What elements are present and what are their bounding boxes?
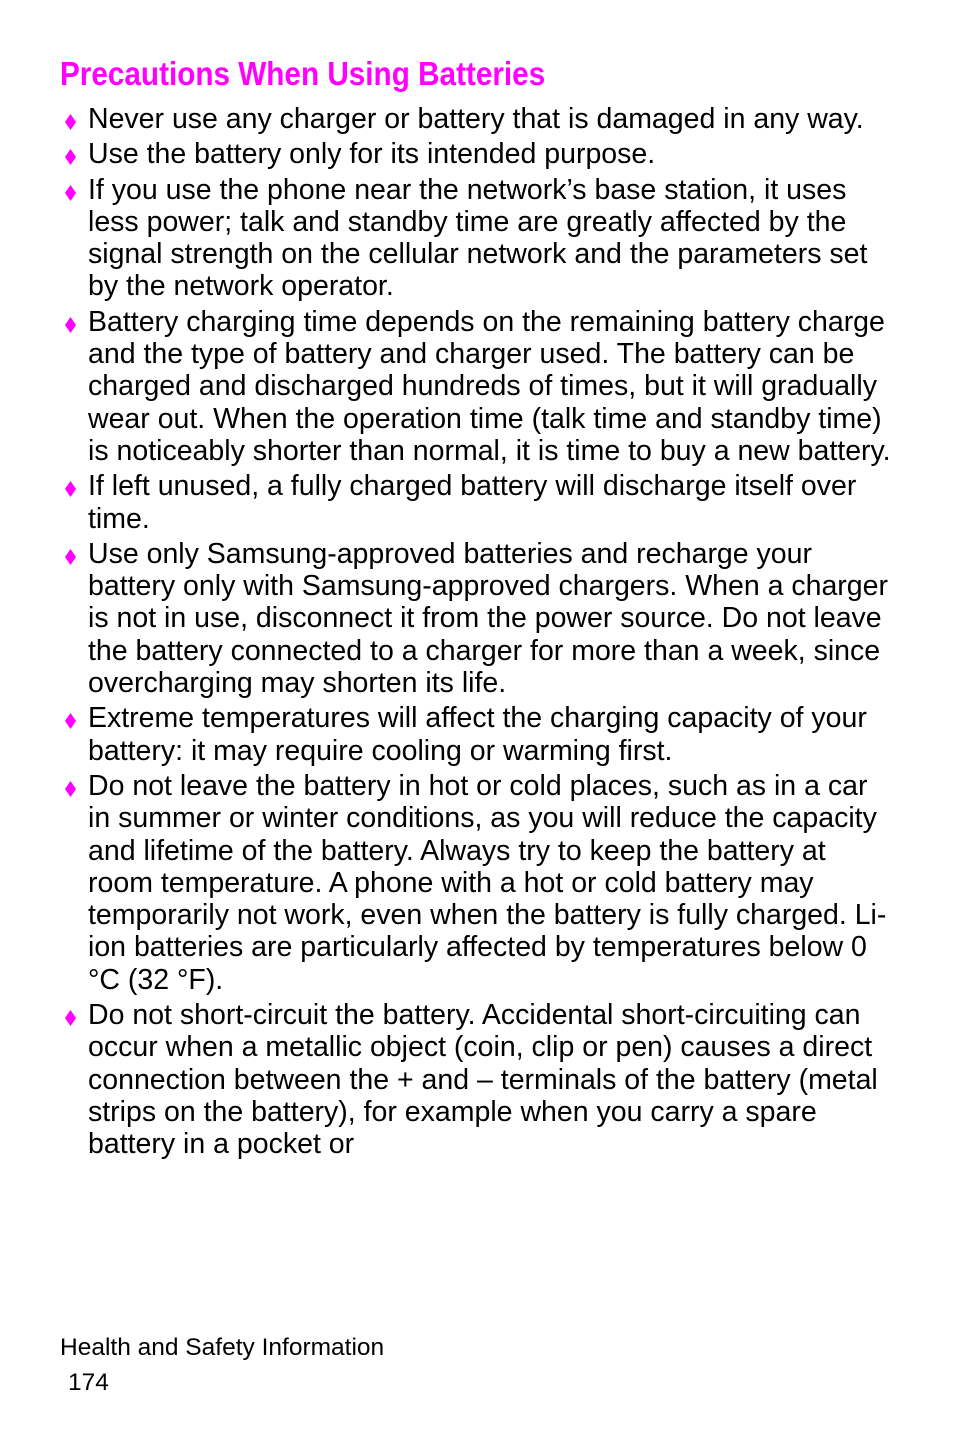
- list-item-text: If left unused, a fully charged battery will discharge itself over time.: [88, 470, 857, 535]
- list-item-text: Do not short-circuit the battery. Accidental short-circuiting can occur when a metallic object (coin, clip or pen) causes a direct connection between the + and – terminals of the battery (metal strips on the battery), for example when you carry a spare battery in a pocket or: [88, 999, 878, 1161]
- list-item: [62, 702, 892, 767]
- list-item: [62, 470, 892, 535]
- list-item-text: Use the battery only for its intended purpose.: [88, 138, 656, 171]
- list-item: [62, 999, 892, 1160]
- list-item: [62, 306, 892, 467]
- list-item-text: Extreme temperatures will affect the charging capacity of your battery: it may require cooling or warming first.: [88, 702, 867, 767]
- diamond-icon: [65, 149, 76, 165]
- list-item: [62, 103, 892, 135]
- diamond-icon: [65, 114, 76, 130]
- diamond-icon: [65, 1010, 76, 1026]
- list-item-text: Do not leave the battery in hot or cold places, such as in a car in summer or winter conditions, as you will reduce the capacity and lifetime of the battery. Always try to keep the battery at room temperature. A phone with a hot or cold battery may temporarily not work, even when the battery is fully charged. Li-ion batteries are particularly affected by temperatures below 0 °C (32 °F).: [88, 769, 887, 996]
- diamond-icon: [65, 481, 76, 497]
- list-item: [62, 538, 892, 699]
- list-item: [62, 174, 892, 303]
- list-item: [62, 138, 892, 170]
- diamond-icon: [65, 317, 76, 333]
- precautions-list: [62, 103, 892, 1164]
- section-heading: Precautions When Using Batteries: [60, 55, 546, 92]
- diamond-icon: [65, 713, 76, 729]
- footer-section-title: Health and Safety Information: [60, 1334, 385, 1361]
- list-item-text: Battery charging time depends on the remaining battery charge and the type of battery and charger used. The battery can be charged and discharged hundreds of times, but it will gradually wear out. When the operation time (talk time and standby time) is noticeably shorter than normal, it is time to buy a new battery.: [88, 305, 891, 467]
- diamond-icon: [65, 549, 76, 565]
- list-item-text: If you use the phone near the network’s base station, it uses less power; talk and standby time are greatly affected by the signal strength on the cellular network and the parameters set by the network operator.: [88, 173, 868, 303]
- list-item-text: Never use any charger or battery that is damaged in any way.: [88, 103, 864, 135]
- diamond-icon: [65, 781, 76, 797]
- list-item-text: Use only Samsung-approved batteries and recharge your battery only with Samsung-approved chargers. When a charger is not in use, disconnect it from the power source. Do not leave the battery connected to a charger for more than a week, since overcharging may shorten its life.: [88, 537, 888, 700]
- page-number: 174: [68, 1369, 109, 1396]
- diamond-icon: [65, 185, 76, 201]
- list-item: [62, 770, 892, 996]
